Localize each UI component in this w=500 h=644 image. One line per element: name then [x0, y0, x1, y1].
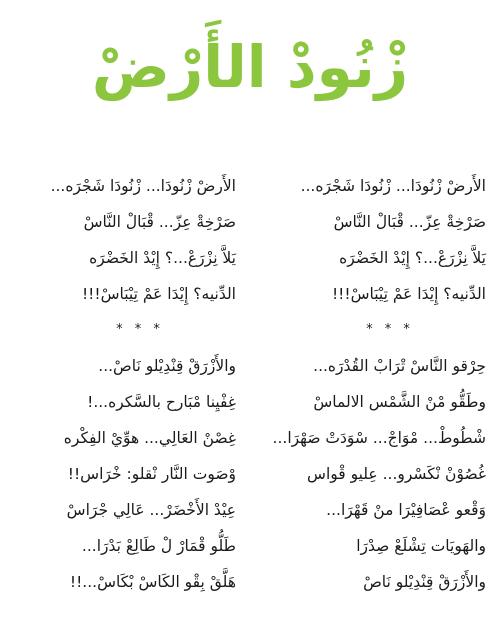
verse-line: الأَرضْ زْنُودَا... زْنُودَا شَجْرَه...: [300, 177, 486, 195]
verse-line: وطَقُّو مْنْ الشَّمْس الالماسْ: [313, 393, 486, 411]
verse-line: غِفْيِنا مْبَارح بالسَّكره...!: [87, 393, 236, 411]
verse-line: طَلُّو قْمَارْ لْ طَالِعْ بَدْرَا...: [81, 537, 236, 555]
stanza-separator: * * *: [116, 322, 164, 337]
verse-line: صَرْخِةْ عِزّ... قْبَالْ النَّاسْ: [333, 213, 486, 231]
verse-line: وَقْعو عْصَافِيْرَا منْ قَهْرَا...: [326, 501, 486, 519]
verse-line: عِيْدْ الأَخْضَرْ... عَالِي جْرَاسْ: [66, 501, 236, 519]
stanza-separator: * * *: [366, 322, 414, 337]
verse-line: هَلَّقْ بِقْو الكَاسْ بْكَاسْ...!!: [69, 573, 236, 591]
verse-line: غُصُوْنْ نْكَسْرو... عِليو قْواس: [307, 465, 486, 483]
verse-line: وْصَوت النَّار نْقلو: خْرَاس!!: [67, 465, 236, 483]
right-stanza-column: [254, 168, 486, 600]
left-stanza-column: [4, 168, 236, 600]
verse-line: يَلاَّ نِزْرَعْ...؟ إِيْدْ الخَضْرَه: [339, 249, 486, 267]
verse-line: صَرْخِةْ عِزّ... قْبَالْ النَّاسْ: [83, 213, 236, 231]
verse-line: يَلاَّ نِزْرَعْ...؟ إِيْدْ الخَضْرَه: [89, 249, 236, 267]
verse-line: الدِّنيه؟ إِيْدَا عَمْ تِيْبَاسْ!!!: [331, 285, 486, 303]
verse-line: شْطُوطْ... مْوَاجْ... سْوَدَتْ صَهْرَا...: [272, 429, 486, 447]
verse-line: الدِّنيه؟ إِيْدَا عَمْ تِيْبَاسْ!!!: [81, 285, 236, 303]
verse-line: والهَويَات تِشْلَعْ صِدْرَا: [356, 537, 486, 555]
verse-line: حِرْقو النَّاسْ تْرَابْ القُدْرَه...: [313, 357, 486, 375]
verse-line: الأَرضْ زْنُودَا... زْنُودَا شَجْرَه...: [50, 177, 236, 195]
verse-line: والأَزْرَقْ قِنْدِيْلو نَاصْ: [363, 573, 486, 591]
verse-line: غِصْنْ العَالِي... هوِّيْ الفِكْره: [63, 429, 236, 447]
poem-title: زْنُودْ الأَرْضْ: [91, 33, 409, 101]
verse-line: والأَزْرَقْ قِنْدِيْلو نَاصْ...: [98, 357, 236, 375]
